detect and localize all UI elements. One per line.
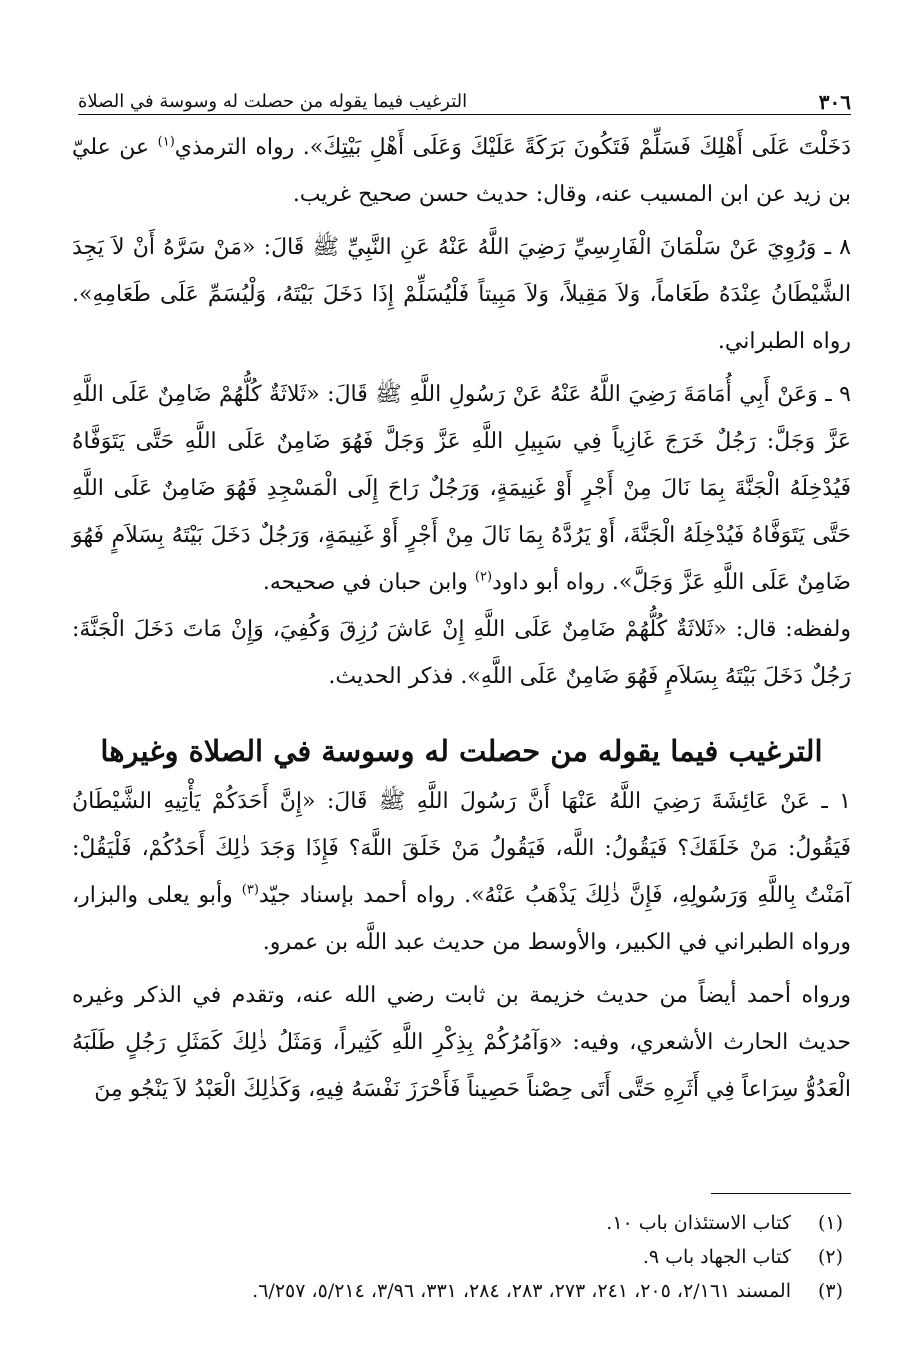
- paragraph-text: ١ ـ عَنْ عَائِشَةَ رَضِيَ اللَّهُ عَنْهَا أَنَّ رَسُولَ اللَّهِ ﷺ قَالَ: «إِنَّ أَحَدَكُمْ يَأْتِيهِ الشَّيْطَانُ فَيَقُولُ: مَنْ خَلَقَكَ؟ فَيَقُولُ: اللَّه، فَيَقُولُ مَنْ خَلَقَ اللَّهَ؟ فَإِذَا وَجَدَ ذٰلِكَ أَحَدُكُمْ، فَلْيَقُلْ: آمَنْتُ بِاللَّهِ وَرَسُولِهِ، فَإِنَّ ذٰلِكَ يَذْهَبُ عَنْهُ». رواه أحمد بإسناد جيّد: [72, 789, 851, 908]
- footnote: [72, 1240, 843, 1274]
- paragraph-text: عن عليّ بن زيد عن ابن المسيب عنه، وقال: حديث حسن صحيح غريب.: [72, 135, 851, 207]
- hadith-1: [72, 778, 851, 966]
- footnote-ref-1[interactable]: (١): [157, 134, 175, 150]
- footnote-text: كتاب الجهاد باب ٩.: [642, 1246, 791, 1268]
- running-title: الترغيب فيما يقوله من حصلت له وسوسة في الصلاة: [78, 91, 468, 112]
- hadith-9: [72, 371, 851, 606]
- main-text: [72, 124, 851, 1113]
- footnote-number: (١): [817, 1212, 843, 1234]
- footnote-ref-3[interactable]: (٣): [241, 882, 259, 898]
- hadith-8: ٨ ـ وَرُوِيَ عَنْ سَلْمَانَ الْفَارِسِيِّ رَضِيَ اللَّهُ عَنْهُ عَنِ النَّبِيِّ ﷺ قَالَ: «مَنْ سَرَّهُ أَنْ لاَ يَجِدَ الشَّيْطَانُ عِنْدَهُ طَعَاماً، وَلاَ مَقِيلاً، وَلاَ مَبِيتاً فَلْيُسَلِّمْ إِذَا دَخَلَ بَيْتَهُ، وَلْيُسَمِّ عَلَى طَعَامِهِ». رواه الطبراني.: [72, 235, 851, 354]
- footnote: [72, 1274, 843, 1308]
- hadith-9-wording: ولفظه: قال: «ثَلاثَةٌ كُلُّهُمْ ضَامِنٌ عَلَى اللَّهِ إِنْ عَاشَ رُزِقَ وَكُفِيَ، وَإِنْ مَاتَ دَخَلَ الْجَنَّةَ: رَجُلٌ دَخَلَ بَيْتَهُ بِسَلاَمٍ فَهُوَ ضَامِنٌ عَلَى اللَّهِ». فذكر الحديث.: [72, 617, 851, 689]
- footnote-text: المسند ٢/١٦١، ٢٠٥، ٢٤١، ٢٧٣، ٢٨٣، ٢٨٤، ٣٣١، ٣/٩٦، ٥/٢١٤، ٦/٢٥٧.: [252, 1280, 791, 1302]
- footnote-number: (٢): [817, 1246, 843, 1268]
- section-heading: الترغيب فيما يقوله من حصلت له وسوسة في الصلاة وغيرها: [100, 734, 823, 768]
- paragraph-continuation: [72, 124, 851, 218]
- footnote-number: (٣): [817, 1280, 843, 1302]
- page-number: ٣٠٦: [818, 90, 851, 114]
- paragraph-text: ٩ ـ وَعَنْ أَبِي أُمَامَةَ رَضِيَ اللَّهُ عَنْهُ عَنْ رَسُولِ اللَّهِ ﷺ قَالَ: «ثَلاثَةٌ كُلُّهُمْ ضَامِنٌ عَلَى اللَّهِ عَزَّ وَجَلَّ: رَجُلٌ خَرَجَ غَازِياً فِي سَبِيلِ اللَّهِ عَزَّ وَجَلَّ فَهُوَ ضَامِنٌ عَلَى اللَّهِ حَتَّى يَتَوَفَّاهُ فَيُدْخِلَهُ الْجَنَّةَ بِمَا نَالَ مِنْ أَجْرٍ أَوْ غَنِيمَةٍ، وَرَجُلٌ رَاحَ إِلَى الْمَسْجِدِ فَهُوَ ضَامِنٌ عَلَى اللَّهِ حَتَّى يَتَوَفَّاهُ فَيُدْخِلَهُ الْجَنَّةَ، أَوْ يَرُدَّهُ بِمَا نَالَ مِنْ أَجْرٍ أَوْ غَنِيمَةٍ، وَرَجُلٌ دَخَلَ بَيْتَهُ بِسَلاَمٍ فَهُوَ ضَامِنٌ عَلَى اللَّهِ عَزَّ وَجَلَّ». رواه أبو داود: [72, 382, 851, 595]
- footnote-divider: [711, 1193, 851, 1194]
- footnote-text: كتاب الاستئذان باب ١٠.: [606, 1212, 791, 1234]
- footnote: [72, 1206, 843, 1240]
- footnote-ref-2[interactable]: (٢): [474, 569, 493, 585]
- paragraph-text: وابن حبان في صحيحه.: [262, 570, 475, 595]
- hadith-1-other-narrations: ورواه أحمد أيضاً من حديث خزيمة بن ثابت رضي الله عنه، وتقدم في الذكر وغيره حديث الحارث الأشعري، وفيه: «وَآمُرُكُمْ بِذِكْرِ اللَّهِ كَثِيراً، وَمَثَلُ ذٰلِكَ كَمَثَلِ رَجُلٍ طَلَبَهُ الْعَدُوُّ سِرَاعاً فِي أَثَرِهِ حَتَّى أَتَى حِصْناً حَصِيناً فَأَحْرَزَ نَفْسَهُ فِيهِ، وَكَذٰلِكَ الْعَبْدُ لاَ يَنْجُو مِنَ: [72, 983, 851, 1102]
- paragraph-text: دَخَلْتَ عَلَى أَهْلِكَ فَسَلِّمْ فَتَكُونَ بَرَكَةً عَلَيْكَ وَعَلَى أَهْلِ بَيْتِكَ». رواه الترمذي: [174, 135, 851, 160]
- footnotes: [72, 1206, 843, 1308]
- paragraph-text: وأبو يعلى والبزار، ورواه الطبراني في الكبير، والأوسط من حديث عبد اللَّه بن عمرو.: [72, 883, 851, 955]
- page-header: [78, 84, 851, 115]
